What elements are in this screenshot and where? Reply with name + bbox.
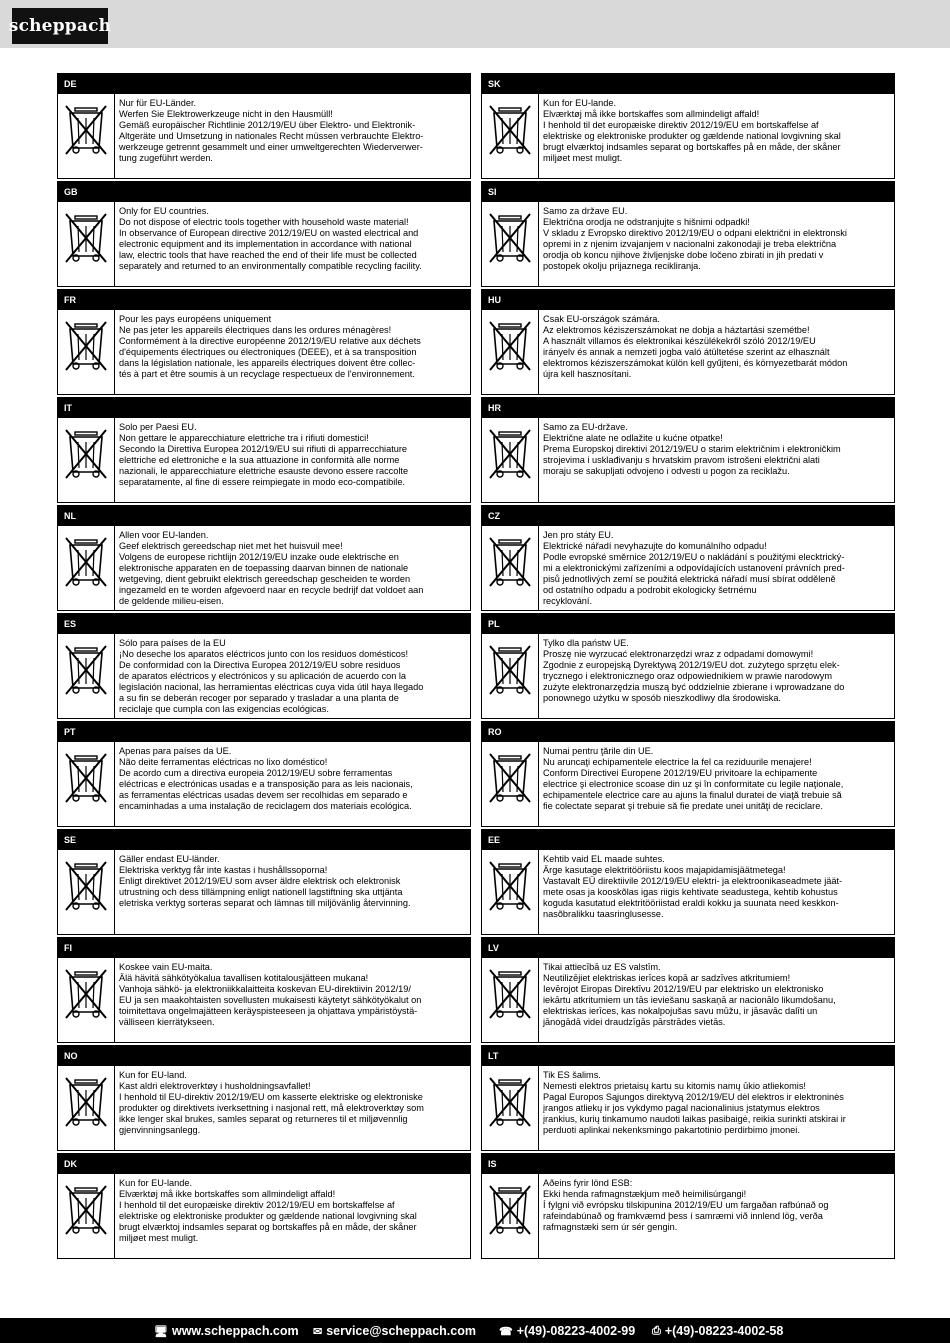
footer-phone <box>499 1324 635 1338</box>
country-code: SE <box>58 830 470 850</box>
notice-panel-de <box>57 73 471 179</box>
weee-bin-icon <box>482 958 539 1042</box>
weee-bin-icon <box>482 742 539 826</box>
country-code: RO <box>482 722 894 742</box>
weee-bin-icon <box>482 850 539 934</box>
weee-bin-icon <box>482 202 539 286</box>
country-code: HR <box>482 398 894 418</box>
weee-bin-icon <box>58 418 115 502</box>
notice-body <box>58 1066 470 1150</box>
footer-website-text: www.scheppach.com <box>171 1324 299 1338</box>
notice-text: Allen voor EU-landen. Geef elektrisch gereedschap niet met het huisvuil mee! Volgens de europese richtlijn 2012/19/EU inzake oude elektrische en elektronische apparaten en de toepassing daarvan binnen de nationale wetgeving, dient gebruikt elektrisch gereedschap gescheiden te worden ingezameld en te worden afgevoerd naar en recycle bedrijf dat voldoet aan de geldende milieu-eisen. <box>119 530 424 606</box>
notice-body <box>482 1066 894 1150</box>
notice-text: Samo za države EU. Električna orodja ne odstranjujte s hišnimi odpadki! V skladu z Evropsko direktivo 2012/19/EU o odpani električni in elektronski opremi in z njenim izvajanjem v nacionalni zakonodaji je treba električna orodja ob koncu njihove življenjske dobe ločeno zbirati in jih predati v postopek okolju prijaznega recikliranja. <box>543 206 847 271</box>
notice-body <box>58 1174 470 1258</box>
country-code: CZ <box>482 506 894 526</box>
brand-logo: scheppach <box>12 8 108 44</box>
weee-bin-icon <box>58 1066 115 1150</box>
country-code: EE <box>482 830 894 850</box>
mail-icon: ✉ <box>313 1325 323 1338</box>
computer-icon: 🖥 <box>154 1325 168 1338</box>
notice-text: Kun for EU-lande. Elværktøj må ikke bortskaffes som allmindeligt affald! I henhold til det europæiske direktiv 2012/19/EU em bortskaffelse af elektriske og elektroniske produkter og gældende national lovgivning skal brugt elværktoj indsamles separat og bortskaffes på en måde, der skåner miljøet mest muligt. <box>543 98 841 163</box>
notice-panel-hu <box>481 289 895 395</box>
notice-body <box>482 202 894 286</box>
notice-body <box>482 1174 894 1258</box>
country-code: FR <box>58 290 470 310</box>
weee-bin-icon <box>482 418 539 502</box>
notice-body <box>58 958 470 1042</box>
page-footer <box>0 1318 950 1343</box>
notice-text: Solo per Paesi EU. Non gettare le apparecchiature elettriche tra i rifiuti domestici! Secondo la Direttiva Europea 2012/19/EU sui rifiuti di apparrecchiature elettriche ed elettroniche e la sua attuazione in conformità alle norme nazionali, le apparecchiature elettriche esauste devono essere raccolte separatamente, al fine di essere reimpiegate in modo eco-compatibile. <box>119 422 409 487</box>
country-code: PT <box>58 722 470 742</box>
weee-bin-icon <box>58 1174 115 1258</box>
notice-panel-ee <box>481 829 895 935</box>
footer-website[interactable] <box>154 1324 299 1338</box>
weee-bin-icon <box>482 1066 539 1150</box>
weee-bin-icon <box>482 1174 539 1258</box>
notice-panel-es <box>57 613 471 719</box>
notice-text: Aðeins fyrir lönd ESB: Ekki henda rafmagnstækjum með heimilisúrgangi! Í fylgni við evrópsku tilskipunina 2012/19/EU um fargaðan rafbúnað og rafeindabúnað og framkvæmd þess í samræmi við innlend lög, verða rafmagnstæki sem úr sér gengin. <box>543 1178 829 1232</box>
weee-bin-icon <box>58 526 115 610</box>
notice-body <box>482 418 894 502</box>
notice-text: Kehtib vaid EL maade suhtes. Ärge kasutage elektritööriistu koos majapidamisjäätmetega! Vastavalt EÜ direktiivile 2012/19/EU elektri- ja elektroonikaseadmete jäät- mete osas ja kooskõlas igas riigis kehtivate seadustega, kehtib kohustus koguda kasutatud elektritööriistad eraldi kokku ja suunata need keskkon- nasõbralikku taasringlusesse. <box>543 854 843 919</box>
country-code: FI <box>58 938 470 958</box>
notice-panel-lv <box>481 937 895 1043</box>
country-code: GB <box>58 182 470 202</box>
notice-panel-fr <box>57 289 471 395</box>
notice-body <box>482 94 894 178</box>
weee-bin-icon <box>58 850 115 934</box>
notice-text: Numai pentru ţările din UE. Nu aruncaţi echipamentele electrice la fel ca reziduurile menajere! Conform Directivei Europene 2012/19/EU privitoare la echipamente electrice şi electronice scoase din uz şi în conformitate cu legile naţionale, echipamentele electrice care au ajuns la finalul duratei de viaţă trebuie să fie colectate separat şi trebuie să fie predate unei unităţi de reciclare. <box>543 746 844 811</box>
notice-body <box>482 742 894 826</box>
country-code: DE <box>58 74 470 94</box>
weee-bin-icon <box>482 94 539 178</box>
country-code: HU <box>482 290 894 310</box>
weee-bin-icon <box>482 634 539 718</box>
notice-text: Csak EU-országok számára. Az elektromos kéziszerszámokat ne dobja a háztartási szemétbe! A használt villamos és elektronikai készülékekről szóló 2012/19/EU irányelv és annak a nemzeti jogba való átültetése szerint az elhasznált elektromos kéziszerszámokat külön kell gyűjteni, és környezetbarát módon újra kell hasznosítani. <box>543 314 848 379</box>
weee-bin-icon <box>58 202 115 286</box>
country-code: NO <box>58 1046 470 1066</box>
country-code: IT <box>58 398 470 418</box>
country-code: DK <box>58 1154 470 1174</box>
footer-phone-text: +(49)-08223-4002-99 <box>516 1324 636 1338</box>
country-code: NL <box>58 506 470 526</box>
footer-fax-text: +(49)-08223-4002-58 <box>664 1324 784 1338</box>
country-code: LV <box>482 938 894 958</box>
notice-body <box>482 850 894 934</box>
notice-body <box>58 94 470 178</box>
notice-text: Nur für EU-Länder. Werfen Sie Elektrowerkzeuge nicht in den Hausmüll! Gemäß europäischer Richtlinie 2012/19/EU über Elektro- und Elektronik- Altgeräte und Umsetzung in nationales Recht müssen verbrauchte Elektro- werkzeuge getrennt gesammelt und einer umweltgerechten Wiederverwer- tung zugeführt werden. <box>119 98 424 163</box>
notice-panel-hr <box>481 397 895 503</box>
page-header <box>0 0 950 48</box>
notice-body <box>58 634 470 718</box>
notice-body <box>58 418 470 502</box>
notice-text: Only for EU countries. Do not dispose of electric tools together with household waste material! In observance of European directive 2012/19/EU on wasted electrical and electronic equipment and its implementation in accordance with national law, electric tools that have reached the end of their life must be collected separately and returned to an environmentally compatible recycling facility. <box>119 206 422 271</box>
notice-text: Koskee vain EU-maita. Älä hävitä sähkötyökalua tavallisen kotitalousjätteen mukana! Vanhoja sähkö- ja elektroniikkalaitteita koskevan EU-direktiivin 2012/19/ EU ja sen maakohtaisten sovellusten mukaisesti käytetyt sähkötyökalut on toimitettava ongelmajätteen keräyspisteeseen ja ohjattava ympäristöystä- välliseen kierrätykseen. <box>119 962 422 1027</box>
weee-bin-icon <box>482 526 539 610</box>
notice-text: Pour les pays européens uniquement Ne pas jeter les appareils électriques dans les ordures ménagères! Conformément à la directive européenne 2012/19/EU relative aux déchets d'équipements électriques ou électroniques (DEEE), et à sa transposition dans la législation nationale, les appareils électriques doivent être collec- tés à part et être soumis à un recyclage respectueux de l'environnement. <box>119 314 421 379</box>
country-code: PL <box>482 614 894 634</box>
notice-body <box>58 526 470 610</box>
country-code: ES <box>58 614 470 634</box>
notice-panel-is <box>481 1153 895 1259</box>
notice-body <box>482 310 894 394</box>
footer-email[interactable] <box>313 1324 476 1338</box>
country-code: IS <box>482 1154 894 1174</box>
notice-text: Kun for EU-land. Kast aldri elektroverktøy i husholdningsavfallet! I henhold til EU-direktiv 2012/19/EU om kasserte elektriske og elektroniske produkter og direktivets iverksettning i nasjonal rett, må elektroverktøy som ikke lenger skal brukes, samles separat og returneres til et miljøvennlig gjenvinningsanlegg. <box>119 1070 424 1135</box>
notice-body <box>58 202 470 286</box>
notice-panel-dk <box>57 1153 471 1259</box>
notice-panel-cz <box>481 505 895 611</box>
notice-panel-nl <box>57 505 471 611</box>
notice-text: Gäller endast EU-länder. Elektriska verktyg får inte kastas i hushållssoporna! Enligt direktivet 2012/19/EU som avser äldre elektrisk och elektronisk utrustning och dess tillämpning enligt nationell lagstiftning ska uttjänta eletriska verktyg sorteras separat och lämnas till miljövänlig återvinning. <box>119 854 411 908</box>
weee-bin-icon <box>58 94 115 178</box>
notice-body <box>58 310 470 394</box>
notice-panel-gb <box>57 181 471 287</box>
notice-text: Sólo para países de la EU ¡No deseche los aparatos eléctricos junto con los residuos domésticos! De conformidad con la Directiva Europea 2012/19/EU sobre residuos de aparatos eléctricos y electrónicos y su aplicación de acuerdo con la legislación nacional, las herramientas eléctricas cuya vida útil haya llegado a su fin se deberán recoger por separado y trasladar a una planta de reciclaje que cumpla con las exigencias ecológicas. <box>119 638 424 714</box>
notice-text: Kun for EU-lande. Elværktøj må ikke bortskaffes som allmindeligt affald! I henhold til det europæiske direktiv 2012/19/EU em bortskaffelse af elektriske og elektroniske produkter og gældende national lovgivning skal brugt elværktoj indsamles separat og bortskaffes på en måde, der skåner miljøet mest muligt. <box>119 1178 417 1243</box>
notice-body <box>482 958 894 1042</box>
notice-panel-sk <box>481 73 895 179</box>
notice-text: Samo za EU-države. Električne alate ne odlažite u kućne otpatke! Prema Europskoj direktivi 2012/19/EU o starim električnim i elektroničkim strojevima i usklađivanju s hrvatskim pravom istrošeni električni alati moraju se sakupljati odvojeno i odvesti u pogon za reciklažu. <box>543 422 841 476</box>
notice-body <box>58 742 470 826</box>
weee-bin-icon <box>58 742 115 826</box>
weee-bin-icon <box>58 310 115 394</box>
notice-body <box>482 526 894 610</box>
footer-email-text: service@scheppach.com <box>326 1324 476 1338</box>
notice-text: Tik ES šalims. Nemesti elektros prietaisų kartu su kitomis namų ūkio atliekomis! Pagal Europos Sąjungos direktyvą 2012/19/EU dėl elektros ir elektroninės įrangos atliekų ir jos vykdymo pagal nacionalinius įstatymus elektros įrankius, kurių tinkamumo naudoti laikas pasibaigė, reikia surinkti atskirai ir perduoti aplinkai nekenksmingo pakartotinio perdirbimo įmonei. <box>543 1070 846 1135</box>
footer-fax <box>652 1324 783 1338</box>
notice-panel-pl <box>481 613 895 719</box>
fax-icon: ⎙ <box>652 1324 661 1337</box>
country-code: SI <box>482 182 894 202</box>
notice-panel-lt <box>481 1045 895 1151</box>
notice-panel-ro <box>481 721 895 827</box>
notice-body <box>58 850 470 934</box>
country-code: LT <box>482 1046 894 1066</box>
notice-panel-fi <box>57 937 471 1043</box>
notice-body <box>482 634 894 718</box>
phone-icon: ☎ <box>499 1325 513 1338</box>
notice-panel-se <box>57 829 471 935</box>
notice-text: Tikai attiecībā uz ES valstīm. Neutilizējiet elektriskas ierīces kopā ar sadzīves atkritumiem! Ievērojot Eiropas Direktīvu 2012/19/EU par elektrisko un elektronisko iekārtu atkritumiem un tās ieviešanu saskaņā ar nacionālo likumdošanu, elektriskas ierīces, kas nokalpojušas savu mūžu, ir jāsavāc dalīti un jānogādā videi draudzīgās pārstrādes vietās. <box>543 962 836 1027</box>
notice-text: Jen pro státy EU. Elektrické nářadí nevyhazujte do komunálního odpadu! Podle evropské směrnice 2012/19/EU o nakládání s použitými elecktrický- mi a elektronickými zařízeními a odpovídajících ustanovení právních pred- pisů jednotlivých zemí se použitá elektrická nářadí musí sbírat odděleně od ostatního odpadu a podrobit ekologicky šetrnému recyklování. <box>543 530 845 606</box>
notice-panel-si <box>481 181 895 287</box>
weee-bin-icon <box>58 958 115 1042</box>
notice-panel-it <box>57 397 471 503</box>
weee-bin-icon <box>482 310 539 394</box>
notice-panel-pt <box>57 721 471 827</box>
weee-bin-icon <box>58 634 115 718</box>
country-code: SK <box>482 74 894 94</box>
notice-text: Tylko dla państw UE. Proszę nie wyrzucać elektronarzędzi wraz z odpadami domowymi! Zgodnie z europejską Dyrektywą 2012/19/EU dot. zużytego sprzętu elek- trycznego i elektronicznego oraz odpowiednikiem w prawie narodowym zużyte elektronarzędzia muszą być oddzielnie zbierane i wprowadzane do ponownego użytku w sposób nieszkodliwy dla środowiska. <box>543 638 845 703</box>
notice-text: Apenas para países da UE. Não deite ferramentas eléctricas no lixo doméstico! De acordo cum a directiva europeia 2012/19/EU sobre ferramentas eléctricas e electrónicas usadas e a transposição para as leis nacionais, as ferramentas eléctricas usadas devem ser recolhidas em separado e encaminhadas a uma instalação de reciclagem dos materiais ecológica. <box>119 746 413 811</box>
notice-panel-no <box>57 1045 471 1151</box>
